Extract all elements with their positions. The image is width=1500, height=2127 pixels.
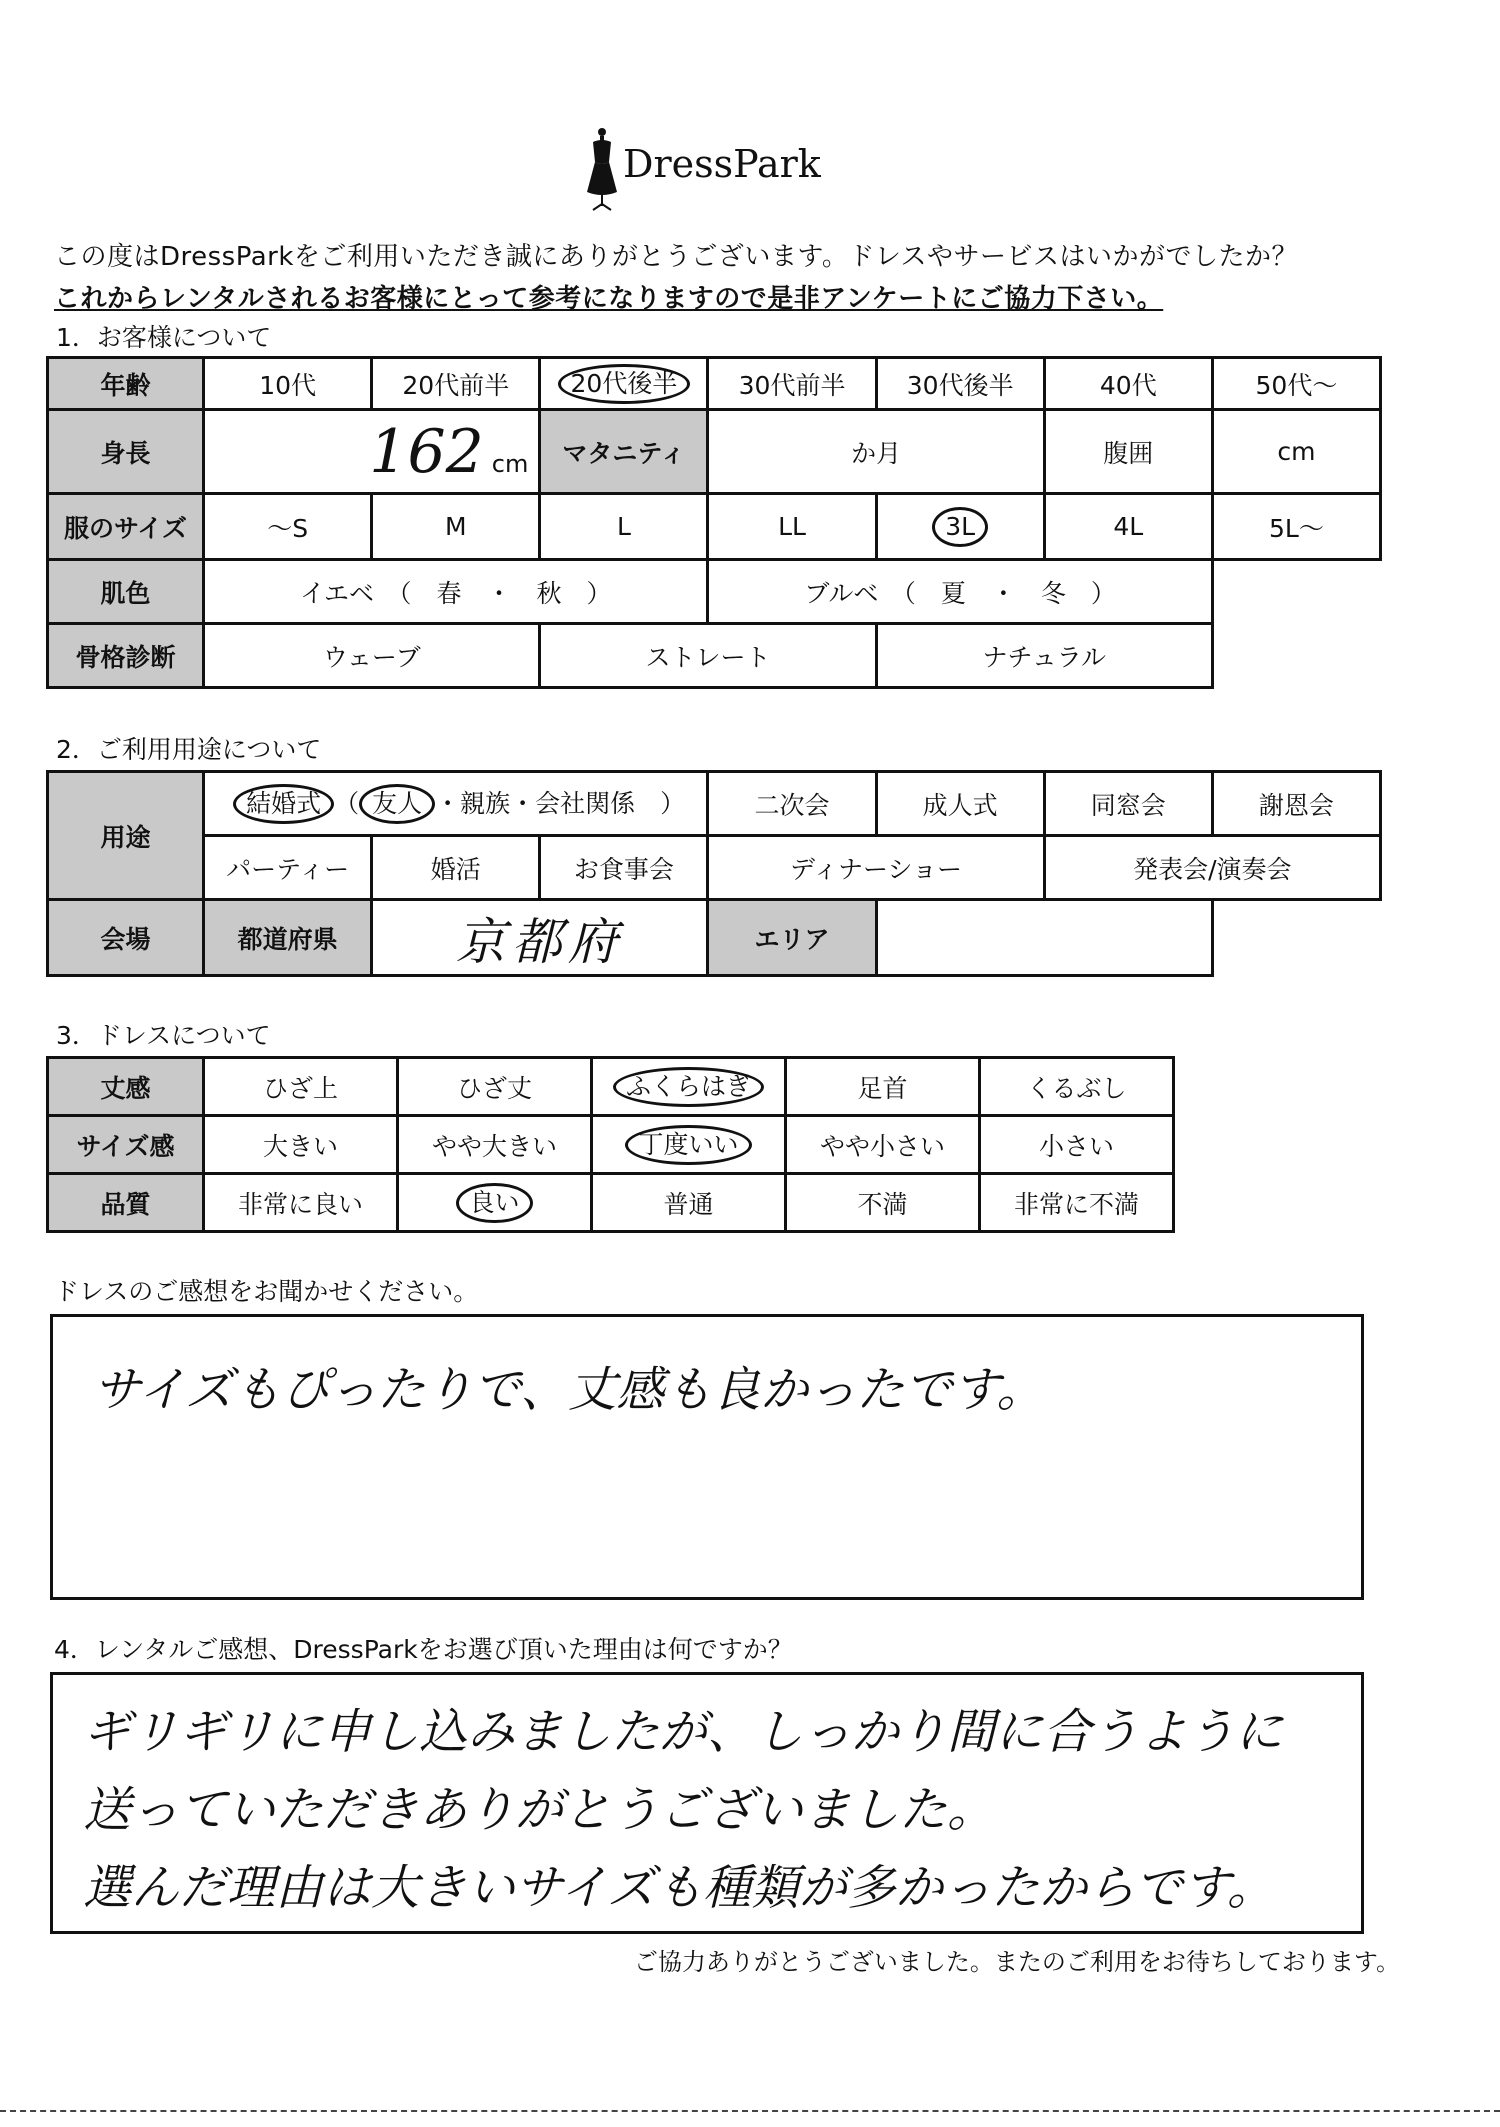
height-value: 162 — [369, 416, 484, 487]
length-option[interactable]: 足首 — [786, 1058, 980, 1116]
length-option-selected[interactable] — [592, 1058, 786, 1116]
size-option-selected[interactable] — [876, 494, 1044, 560]
waist-label: 腹囲 — [1044, 410, 1212, 494]
size-option[interactable]: 4L — [1044, 494, 1212, 560]
frame-label: 骨格診断 — [48, 624, 204, 688]
dress-form-icon — [585, 126, 619, 216]
waist-unit[interactable]: cm — [1212, 410, 1380, 494]
quality-option-selected[interactable] — [398, 1174, 592, 1232]
age-option[interactable]: 40代 — [1044, 358, 1212, 410]
selected-circle: 結婚式 — [233, 784, 334, 824]
selected-circle: ふくらはぎ — [613, 1067, 764, 1107]
comment-prompt: ドレスのご感想をお聞かせください。 — [54, 1277, 479, 1306]
section2-title: 2．ご利用用途について — [56, 735, 322, 764]
age-option[interactable]: 50代～ — [1212, 358, 1380, 410]
fit-option[interactable]: やや小さい — [786, 1116, 980, 1174]
purpose-option[interactable]: 同窓会 — [1044, 772, 1212, 836]
purpose-option[interactable]: 二次会 — [708, 772, 876, 836]
selected-circle: 友人 — [359, 784, 435, 824]
skin-label: 肌色 — [48, 560, 204, 624]
age-option-selected[interactable] — [540, 358, 708, 410]
size-option[interactable]: LL — [708, 494, 876, 560]
fit-option-selected[interactable] — [592, 1116, 786, 1174]
section4-title: 4．レンタルご感想、DressParkをお選び頂いた理由は何ですか？ — [54, 1635, 793, 1664]
dress-comment-text: サイズもぴったりで、丈感も良かったです。 — [93, 1362, 1045, 1418]
age-label: 年齢 — [48, 358, 204, 410]
dress-table — [46, 1056, 1175, 1233]
frame-option[interactable]: ウェーブ — [204, 624, 540, 688]
footer-thanks: ご協力ありがとうございました。またのご利用をお待ちしております。 — [633, 1948, 1400, 1976]
maternity-label: マタニティ — [540, 410, 708, 494]
height-unit: cm — [491, 449, 529, 478]
wedding-option[interactable] — [204, 772, 708, 836]
customer-table — [46, 356, 1382, 689]
section3-title: 3．ドレスについて — [56, 1021, 271, 1050]
rental-comment-line: ギリギリに申し込みましたが、しっかり間に合うように — [83, 1704, 1284, 1760]
area-label: エリア — [708, 900, 876, 976]
purpose-option[interactable]: 謝恩会 — [1212, 772, 1380, 836]
quality-option[interactable]: 非常に不満 — [980, 1174, 1174, 1232]
selected-circle: 20代後半 — [558, 364, 691, 404]
length-option[interactable]: ひざ丈 — [398, 1058, 592, 1116]
intro-request: これからレンタルされるお客様にとって参考になりますので是非アンケートにご協力下さい。 — [54, 284, 1164, 314]
empty-cell — [1212, 900, 1380, 976]
prefecture-handwritten: 京都府 — [455, 912, 624, 971]
size-label: 服のサイズ — [48, 494, 204, 560]
purpose-option[interactable]: 発表会/演奏会 — [1044, 836, 1380, 900]
rental-comment-box[interactable] — [50, 1672, 1364, 1934]
prefecture-value[interactable] — [372, 900, 708, 976]
selected-circle: 良い — [456, 1183, 532, 1223]
height-cell[interactable] — [204, 410, 540, 494]
age-option[interactable]: 30代前半 — [708, 358, 876, 410]
rental-comment-line: 送っていただきありがとうございました。 — [83, 1782, 996, 1838]
intro-text: この度はDressParkをご利用いただき誠にありがとうございます。ドレスやサービスはいかがでしたか？ — [54, 242, 1299, 272]
length-option[interactable]: くるぶし — [980, 1058, 1174, 1116]
purpose-table — [46, 770, 1382, 977]
purpose-option[interactable]: ディナーショー — [708, 836, 1044, 900]
fit-option[interactable]: やや大きい — [398, 1116, 592, 1174]
height-label: 身長 — [48, 410, 204, 494]
maternity-months[interactable]: か月 — [708, 410, 1044, 494]
size-option[interactable]: M — [372, 494, 540, 560]
frame-option[interactable]: ストレート — [540, 624, 876, 688]
selected-circle: 3L — [932, 507, 988, 547]
purpose-option[interactable]: 成人式 — [876, 772, 1044, 836]
quality-label: 品質 — [48, 1174, 204, 1232]
purpose-option[interactable]: お食事会 — [540, 836, 708, 900]
dress-comment-box[interactable] — [50, 1314, 1364, 1600]
quality-option[interactable]: 普通 — [592, 1174, 786, 1232]
fit-option[interactable]: 大きい — [204, 1116, 398, 1174]
empty-cell — [1212, 624, 1380, 688]
quality-option[interactable]: 不満 — [786, 1174, 980, 1232]
wedding-relations: ・親族・会社関係 ） — [435, 788, 686, 818]
brand-logo — [585, 126, 925, 216]
brand-name: DressPark — [623, 142, 821, 186]
skin-option-blue[interactable]: ブルベ （ 夏 ・ 冬 ） — [708, 560, 1212, 624]
empty-cell — [1212, 560, 1380, 624]
size-option[interactable]: ～S — [204, 494, 372, 560]
wedding-paren: （ — [334, 788, 360, 818]
area-value[interactable] — [876, 900, 1212, 976]
rental-comment-line: 選んだ理由は大きいサイズも種類が多かったからです。 — [83, 1860, 1275, 1916]
prefecture-label: 都道府県 — [204, 900, 372, 976]
purpose-option[interactable]: パーティー — [204, 836, 372, 900]
selected-circle: 丁度いい — [625, 1125, 751, 1165]
age-option[interactable]: 10代 — [204, 358, 372, 410]
purpose-label: 用途 — [48, 772, 204, 900]
purpose-option[interactable]: 婚活 — [372, 836, 540, 900]
quality-option[interactable]: 非常に良い — [204, 1174, 398, 1232]
age-option[interactable]: 30代後半 — [876, 358, 1044, 410]
age-option[interactable]: 20代前半 — [372, 358, 540, 410]
venue-label: 会場 — [48, 900, 204, 976]
skin-option-yellow[interactable]: イエベ （ 春 ・ 秋 ） — [204, 560, 708, 624]
fit-label: サイズ感 — [48, 1116, 204, 1174]
section1-title: 1．お客様について — [56, 323, 272, 352]
length-label: 丈感 — [48, 1058, 204, 1116]
size-option[interactable]: 5L～ — [1212, 494, 1380, 560]
fit-option[interactable]: 小さい — [980, 1116, 1174, 1174]
frame-option[interactable]: ナチュラル — [876, 624, 1212, 688]
scan-edge-divider — [0, 2110, 1500, 2116]
length-option[interactable]: ひざ上 — [204, 1058, 398, 1116]
size-option[interactable]: L — [540, 494, 708, 560]
